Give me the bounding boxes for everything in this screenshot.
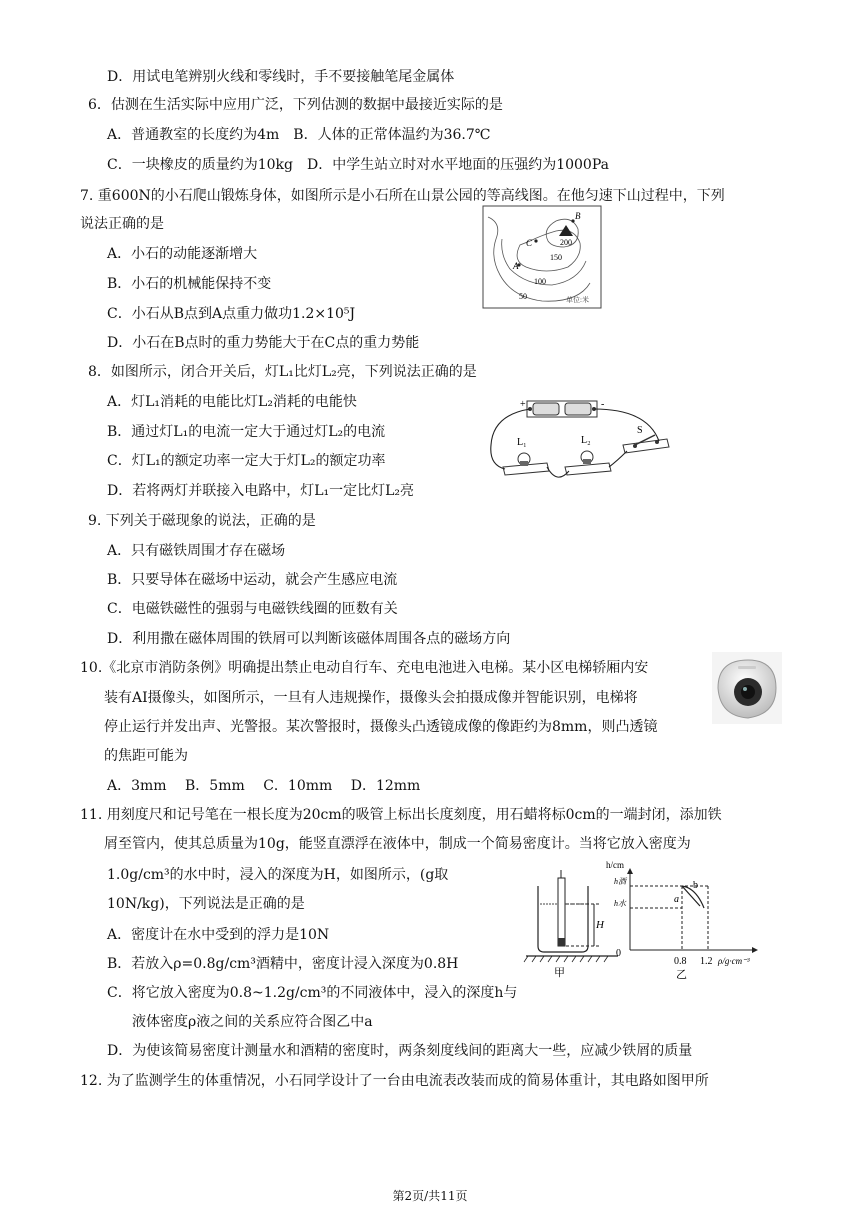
q7-option-c: C．小石从B点到A点重力做功1.2×10⁵J — [107, 306, 356, 322]
depth-h-label: H — [596, 919, 604, 931]
lamp-l1-label: L₁ — [517, 437, 527, 448]
q11-stem: 11. 用刻度尺和记号笔在一根长度为20cm的吸管上标出长度刻度，用石蜡将标0cm的一端封闭，添加铁 — [80, 807, 722, 823]
switch-label: S — [637, 425, 643, 436]
contour-100-label: 100 — [534, 277, 546, 286]
q6-options-cd: C．一块橡皮的质量约为10kg D．中学生站立时对水平地面的压强约为1000Pa — [107, 157, 609, 173]
q9-option-c: C．电磁铁磁性的强弱与电磁铁线圈的匝数有关 — [107, 601, 398, 617]
contour-map-figure — [482, 205, 602, 309]
curve-a-label: a — [674, 894, 679, 905]
q8-option-d: D．若将两灯并联接入电路中，灯L₁一定比灯L₂亮 — [107, 483, 415, 499]
q10-stem-2: 装有AI摄像头，如图所示，一旦有人违规操作，摄像头会拍摄成像并智能识别，电梯将 — [104, 690, 638, 706]
origin-label: 0 — [616, 948, 621, 959]
curve-b-label: b — [693, 880, 698, 891]
q7-stem: 7. 重600N的小石爬山锻炼身体，如图所示是小石所在山景公园的等高线图。在他匀速下山过程中，下列 — [80, 188, 725, 204]
q9-option-d: D．利用撒在磁体周围的铁屑可以判断该磁体周围各点的磁场方向 — [107, 631, 511, 647]
y-axis-label: h/cm — [606, 860, 624, 870]
battery-minus-label: - — [601, 399, 605, 410]
q11-stem-4: 10N/kg)，下列说法是正确的是 — [107, 896, 305, 912]
contour-150-label: 150 — [550, 253, 562, 262]
page-number-footer: 第2页/共11页 — [392, 1189, 468, 1203]
q7-option-b: B．小石的机械能保持不变 — [107, 276, 272, 292]
q11-option-a: A．密度计在水中受到的浮力是10N — [107, 927, 330, 943]
q10-stem-4: 的焦距可能为 — [104, 748, 188, 764]
q9-option-b: B．只要导体在磁场中运动，就会产生感应电流 — [107, 572, 398, 588]
q8-option-b: B．通过灯L₁的电流一定大于通过灯L₂的电流 — [107, 424, 386, 440]
q10-options: A．3mm B．5mm C．10mm D．12mm — [107, 778, 421, 794]
contour-50-label: 50 — [519, 292, 527, 301]
q6-options-ab: A．普通教室的长度约为4m B．人体的正常体温约为36.7℃ — [107, 127, 491, 143]
q11-option-c-cont: 液体密度ρ液之间的关系应符合图乙中a — [132, 1014, 373, 1030]
q7-option-d: D．小石在B点时的重力势能大于在C点的重力势能 — [107, 335, 420, 351]
q8-option-a: A．灯L₁消耗的电能比灯L₂消耗的电能快 — [107, 394, 357, 410]
q11-stem-2: 屑至管内，使其总质量为10g，能竖直漂浮在液体中，制成一个简易密度计。当将它放入密度为 — [104, 836, 691, 852]
figure-jia-label: 甲 — [554, 967, 565, 979]
q6-stem: 6．估测在生活实际中应用广泛，下列估测的数据中最接近实际的是 — [88, 97, 503, 113]
q10-stem-3: 停止运行并发出声、光警报。某次警报时，摄像头凸透镜成像的像距约为8mm，则凸透镜 — [104, 719, 658, 735]
battery-plus-label: + — [520, 399, 526, 410]
q11-option-b: B．若放入ρ=0.8g/cm³酒精中，密度计浸入深度为0.8H — [107, 956, 459, 972]
point-c-label: C — [526, 238, 533, 248]
x-axis-label: ρ/g·cm⁻³ — [718, 956, 750, 966]
lamp-l2-label: L₂ — [581, 435, 591, 446]
q10-stem: 10.《北京市消防条例》明确提出禁止电动自行车、充电电池进入电梯。某小区电梯轿厢内安 — [80, 660, 649, 676]
q11-option-d: D．为使该简易密度计测量水和酒精的密度时，两条刻度线间的距离大一些，应减少铁屑的质量 — [107, 1043, 693, 1059]
q11-stem-3: 1.0g/cm³的水中时，浸入的深度为H，如图所示，(g取 — [107, 867, 449, 883]
h-alcohol-label: h酒 — [614, 877, 626, 886]
q7-stem-cont: 说法正确的是 — [80, 216, 164, 232]
q11-option-c: C．将它放入密度为0.8~1.2g/cm³的不同液体中，浸入的深度h与 — [107, 985, 518, 1001]
contour-200-label: 200 — [560, 238, 572, 247]
q7-option-a: A．小石的动能逐渐增大 — [107, 246, 258, 262]
q9-stem: 9. 下列关于磁现象的说法，正确的是 — [88, 513, 316, 529]
h-rho-graph-figure — [600, 856, 770, 980]
point-a-label: A — [513, 261, 519, 271]
q8-option-c: C．灯L₁的额定功率一定大于灯L₂的额定功率 — [107, 453, 386, 469]
point-b-label: B — [575, 211, 581, 221]
tick-1-2-label: 1.2 — [700, 956, 713, 967]
figure-yi-label: 乙 — [676, 969, 687, 980]
q12-stem: 12. 为了监测学生的体重情况，小石同学设计了一台由电流表改装而成的简易体重计，其电路如图甲所 — [80, 1073, 709, 1089]
ai-camera-figure — [712, 652, 782, 724]
circuit-figure — [487, 395, 673, 489]
tick-0-8-label: 0.8 — [674, 956, 687, 967]
h-water-label: h水 — [614, 899, 626, 908]
q9-option-a: A．只有磁铁周围才存在磁场 — [107, 543, 286, 559]
q5-option-d: D．用试电笔辨别火线和零线时，手不要接触笔尾金属体 — [107, 69, 455, 85]
q8-stem: 8．如图所示，闭合开关后，灯L₁比灯L₂亮，下列说法正确的是 — [88, 364, 477, 380]
unit-label: 单位:米 — [566, 296, 589, 304]
